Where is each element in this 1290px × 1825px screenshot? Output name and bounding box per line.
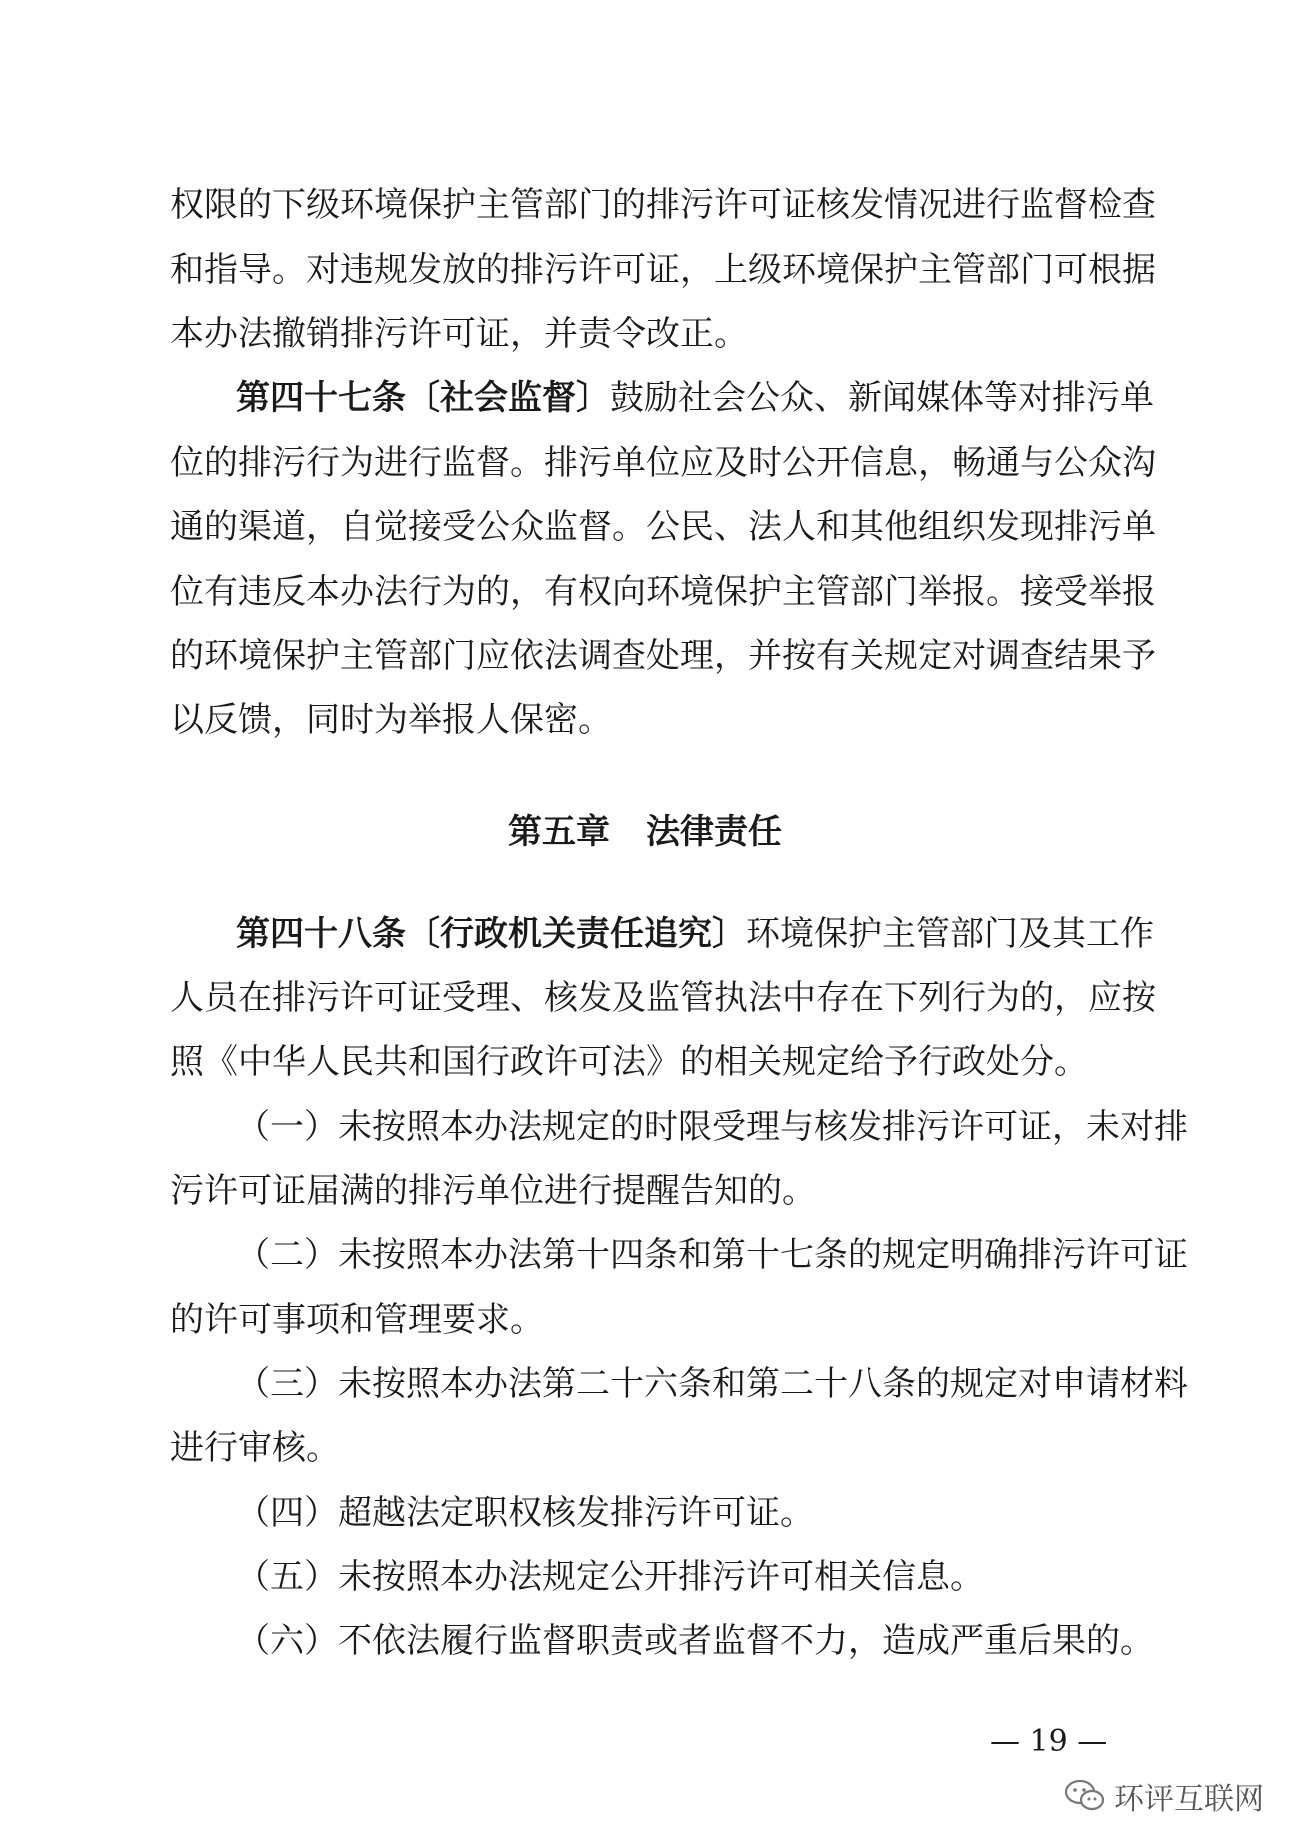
text-line: 的环境保护主管部门应依法调查处理，并按有关规定对调查结果予 <box>170 636 1156 676</box>
text-line: 照《中华人民共和国行政许可法》的相关规定给予行政处分。 <box>170 1042 1088 1082</box>
text-line: 和指导。对违规发放的排污许可证，上级环境保护主管部门可根据 <box>170 250 1156 290</box>
text-line: 权限的下级环境保护主管部门的排污许可证核发情况进行监督检查 <box>170 185 1156 225</box>
article-48-heading: 第四十八条〔行政机关责任追究〕 <box>236 914 746 954</box>
chapter-title: 法律责任 <box>646 812 782 852</box>
wechat-icon <box>1064 1778 1106 1814</box>
chapter-number: 第五章 <box>508 812 610 852</box>
list-item: （四）超越法定职权核发排污许可证。 <box>236 1493 814 1533</box>
watermark <box>1064 1774 1264 1818</box>
watermark-text: 环评互联网 <box>1114 1782 1264 1817</box>
list-item: （一）未按照本办法规定的时限受理与核发排污许可证，未对排 <box>236 1107 1188 1147</box>
page-number: — 19 — <box>990 1724 1108 1759</box>
text-line: 位的排污行为进行监督。排污单位应及时公开信息，畅通与公众沟 <box>170 443 1156 483</box>
text-line: 通的渠道，自觉接受公众监督。公民、法人和其他组织发现排污单 <box>170 507 1156 547</box>
text-line: 人员在排污许可证受理、核发及监管执法中存在下列行为的，应按 <box>170 978 1156 1018</box>
chapter-heading <box>0 812 1290 852</box>
text-line: 污许可证届满的排污单位进行提醒告知的。 <box>170 1171 816 1211</box>
text-line: 进行审核。 <box>170 1428 340 1468</box>
list-item: （二）未按照本办法第十四条和第十七条的规定明确排污许可证 <box>236 1235 1188 1275</box>
list-item: （三）未按照本办法第二十六条和第二十八条的规定对申请材料 <box>236 1364 1188 1404</box>
article-47-heading: 第四十七条〔社会监督〕 <box>236 378 610 418</box>
list-item: （五）未按照本办法规定公开排污许可相关信息。 <box>236 1557 984 1597</box>
article-47-first-line <box>236 378 1154 418</box>
list-item: （六）不依法履行监督职责或者监督不力，造成严重后果的。 <box>236 1621 1154 1661</box>
text-line: 的许可事项和管理要求。 <box>170 1300 544 1340</box>
text-line: 位有违反本办法行为的，有权向环境保护主管部门举报。接受举报 <box>170 572 1156 612</box>
article-48-text: 环境保护主管部门及其工作 <box>746 914 1154 954</box>
article-48-first-line <box>236 914 1154 954</box>
text-line: 以反馈，同时为举报人保密。 <box>170 700 612 740</box>
article-47-text: 鼓励社会公众、新闻媒体等对排污单 <box>610 378 1154 418</box>
text-line: 本办法撤销排污许可证，并责令改正。 <box>170 314 748 354</box>
